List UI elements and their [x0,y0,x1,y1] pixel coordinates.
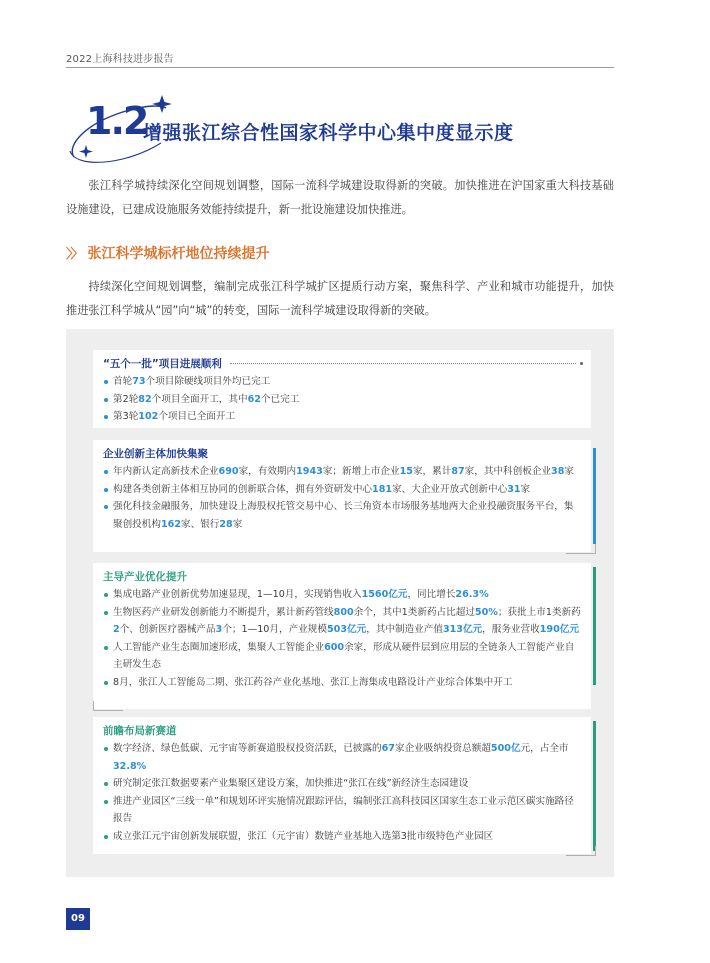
intro-paragraph: 张江科学城持续深化空间规划调整，国际一流科学城建设取得新的突破。加快推进在沪国家重大科技基础设施建设，已建成设施服务效能持续提升，新一批设施建设加快推进。 [66,179,614,216]
card-list [103,463,583,533]
card-title-row [103,445,583,461]
item-text: 生物医药产业研发创新能力不断提升，累计新药管线 [113,606,334,618]
item-text: 第2轮 [113,393,139,405]
accent-bar [593,721,596,851]
subsection-heading [66,243,270,263]
highlight-figure: 15 [399,466,413,477]
highlight-figure: 31 [507,483,521,495]
item-text: 家；新增上市企业 [322,466,400,477]
list-item [103,481,583,499]
highlight-figure: 690 [218,466,239,477]
list-item [103,463,583,481]
item-text: ，同比增长 [407,589,456,600]
highlight-figure: 102 [138,411,159,423]
item-text: 构建各类创新主体相互协同的创新联合体，拥有外资研发中心 [113,483,373,495]
list-item [103,740,583,775]
header-rule [66,67,614,68]
list-item [103,604,583,639]
highlight-figure: 87 [451,466,465,477]
item-text: 个项目已全面开工 [158,411,236,423]
highlight-figure: 190亿元 [539,624,579,636]
item-text: 家，其中科创板企业 [464,466,552,477]
section-number: 1.2 [86,99,148,143]
item-text: 个项目全面开工，其中 [151,393,248,405]
list-item [103,498,583,533]
card-industries [93,563,591,709]
item-text: 年内新认定高新技术企业 [113,466,219,477]
item-text: 个；1—10月，产业规模 [222,624,327,636]
leader-end-dot [580,362,583,365]
item-text: 家 [564,466,574,477]
item-text: 第3轮 [113,411,139,423]
card-title-row [103,722,583,738]
highlight-figure: 50% [474,606,498,618]
section-title: 增强张江综合性国家科学中心集中度显示度 [143,122,514,144]
list-item [103,639,583,674]
card-title: 企业创新主体加快集聚 [103,447,208,460]
item-text: 首轮 [113,376,133,387]
double-chevron-icon: 〉〉 [66,247,82,262]
item-text: 家、大企业开放式创新中心 [392,483,508,495]
subsection-paragraph: 持续深化空间规划调整，编制完成张江科学城扩区提质行动方案，聚焦科学、产业和城市功能提升，加快推进张江科学城从“园”向“城”的转变，国际一流科学城建设取得新的突破。 [66,280,614,317]
list-item [103,391,583,409]
card-new-tracks [93,717,591,854]
item-text: 家、银行 [181,518,220,530]
item-text: 研究制定张江数据要素产业集聚区建设方案，加快推进“张江在线”新经济生态园建设 [113,778,469,790]
highlight-figure: 26.3% [455,589,489,600]
item-text: 余家，形成从硬件层到应用层的全链条人工智能产业自主研发生态 [113,641,575,671]
list-item [103,674,583,692]
dotted-leader [230,363,576,364]
item-text: ，服务业营收 [482,624,540,636]
item-text: 家 [520,483,531,495]
highlight-figure: 600 [324,641,345,653]
accent-bar [593,448,596,544]
item-text: 家企业吸纳投资总额超 [394,743,491,754]
card-projects [93,350,591,428]
card-list [103,373,583,426]
highlight-figure: 313亿元 [442,624,483,636]
item-text: 个项目除硬线项目外均已完工 [145,376,271,387]
list-item [103,408,583,426]
card-enterprises [93,440,591,552]
highlight-figure: 67 [381,743,395,754]
item-text: 集成电路产业创新优势加速显现，1—10月，实现销售收入 [113,589,362,600]
highlight-figure: 500亿 [490,743,521,754]
highlight-figure: 1560亿元 [361,589,408,600]
highlight-figure: 162 [160,518,181,530]
item-text: ；获批上市1类新药 [497,606,581,618]
bracket-corner [93,701,123,711]
subsection-title: 张江科学城标杆地位持续提升 [87,246,270,262]
item-text: 人工智能产业生态圈加速形成，集聚人工智能企业 [113,641,325,653]
list-item [103,373,583,391]
item-text: 8月，张江人工智能岛二期、张江药谷产业化基地、张江上海集成电路设计产业综合体集中开工 [113,676,513,688]
card-title-row [103,355,583,371]
list-item [103,793,583,828]
item-text: 强化科技金融服务，加快建设上海股权托管交易中心、长三角资本市场服务基地两大企业投融资服务平台，集聚创投机构 [113,501,574,530]
list-item [103,828,583,846]
highlight-figure: 38 [551,466,565,477]
running-header: 2022上海科技进步报告 [66,54,174,65]
card-title: 主导产业优化提升 [103,570,187,583]
card-title: 前瞻布局新赛道 [103,724,177,737]
highlight-figure: 181 [372,483,393,495]
item-text: 元，占全市 [520,743,569,754]
item-text: 个、创新医疗器械产品 [119,624,216,636]
page-number: 09 [66,908,90,930]
card-title-row [103,568,583,584]
card-list [103,586,583,692]
item-text: 成立张江元宇宙创新发展联盟，张江（元宇宙）数链产业基地入选第3批市级特色产业园区 [113,830,494,842]
item-text: 余个，其中1类新药占比超过 [353,606,475,618]
accent-bar [593,567,596,685]
highlight-figure: 800 [333,606,354,618]
highlight-figure: 32.8% [113,760,147,772]
item-text: 数字经济、绿色低碳、元宇宙等新赛道股权投资活跃，已披露的 [113,743,382,754]
list-item [103,775,583,793]
item-text: 推进产业园区“三线一单”和规划环评实施情况跟踪评估，编制张江高科技园区国家生态工业示范区碳实施路径报告 [113,795,574,825]
highlight-figure: 82 [138,393,152,405]
card-list [103,740,583,846]
card-title: “五个一批”项目进展顺利 [103,357,222,370]
highlight-figure: 62 [247,393,261,405]
item-text: ，其中制造业产值 [366,624,443,636]
bracket-corner [566,544,596,554]
item-text: 家，有效期内 [238,466,297,477]
item-text: 家，累计 [412,466,452,477]
highlight-figure: 2 [113,624,120,636]
section-title-block [66,95,626,175]
highlight-figure: 73 [132,376,146,387]
bracket-corner [566,846,596,856]
item-text: 个已完工 [260,393,300,405]
highlight-figure: 503亿元 [326,624,367,636]
highlight-figure: 28 [219,518,233,530]
highlight-figure: 3 [215,624,223,636]
list-item [103,586,583,604]
highlight-figure: 1943 [296,466,323,477]
item-text: 家 [232,518,243,530]
